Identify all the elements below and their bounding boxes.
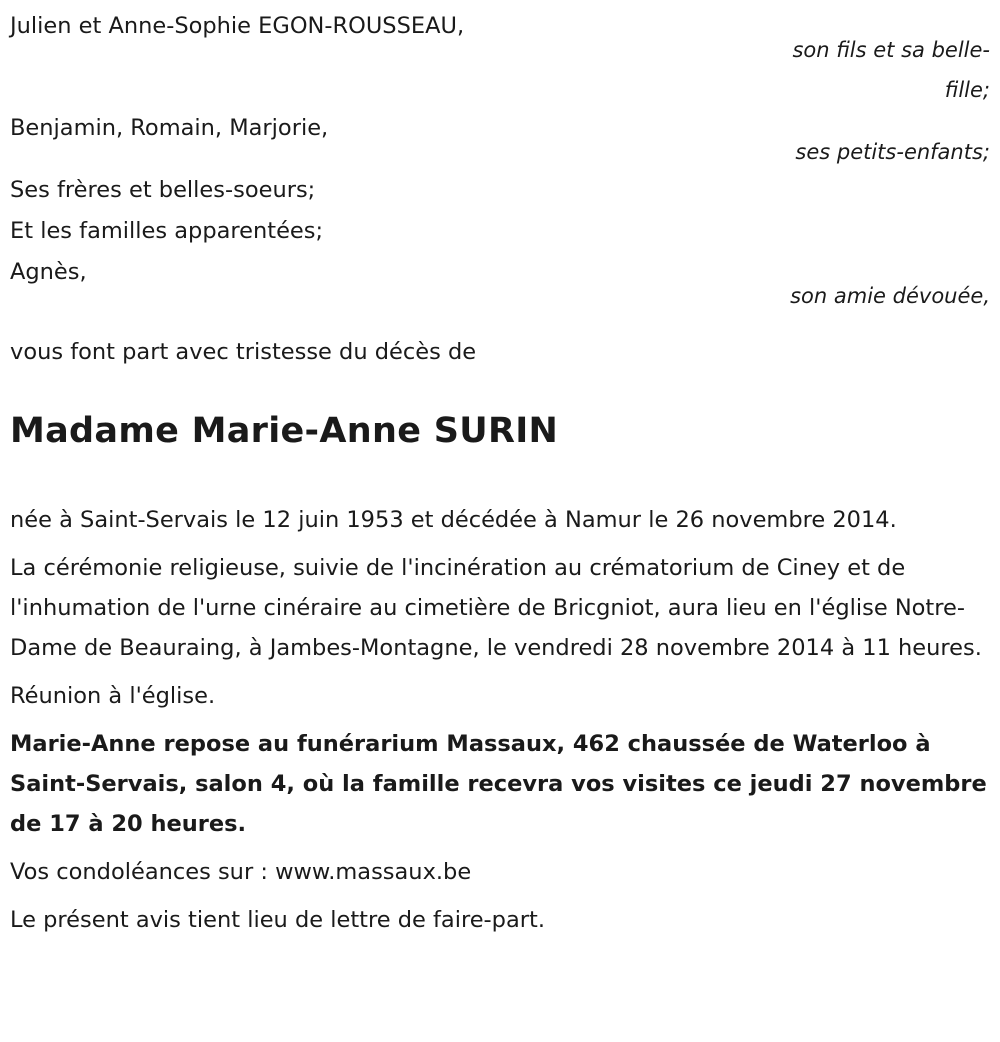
family-group-1-names: Julien et Anne-Sophie EGON-ROUSSEAU,	[10, 13, 465, 39]
visitation-info: Marie-Anne repose au funérarium Massaux, 462 chaussée de Waterloo à Saint-Servais, salon 4, où la famille recevra vos visites ce jeudi 27 novembre de 17 à 20 heures.	[10, 731, 987, 837]
family-relatives: Et les familles apparentées;	[10, 218, 324, 244]
birth-death-dates: née à Saint-Servais le 12 juin 1953 et décédée à Namur le 26 novembre 2014.	[10, 507, 897, 533]
announcement: vous font part avec tristesse du décès de	[10, 339, 477, 365]
deceased-name: Madame Marie-Anne SURIN	[10, 411, 559, 451]
ceremony-details: La cérémonie religieuse, suivie de l'incinération au crématorium de Ciney et de l'inhumation de l'urne cinéraire au cimetière de Bricgniot, aura lieu en l'église Notre-Dame de Beauraing, à Jambes-Montagne, le vendredi 28 novembre 2014 à 11 heures.	[10, 555, 982, 661]
notice-statement: Le présent avis tient lieu de lettre de faire-part.	[10, 907, 545, 933]
family-group-1-relation: son fils et sa belle-fille;	[792, 38, 990, 102]
family-friend-relation: son amie dévouée,	[790, 284, 990, 308]
family-friend-name: Agnès,	[10, 259, 87, 285]
meeting-info: Réunion à l'église.	[10, 683, 216, 709]
family-group-2-names: Benjamin, Romain, Marjorie,	[10, 115, 329, 141]
family-group-2-relation: ses petits-enfants;	[795, 140, 990, 164]
family-siblings: Ses frères et belles-soeurs;	[10, 177, 316, 203]
notice-body	[10, 500, 990, 940]
condolences-info: Vos condoléances sur : www.massaux.be	[10, 859, 472, 885]
